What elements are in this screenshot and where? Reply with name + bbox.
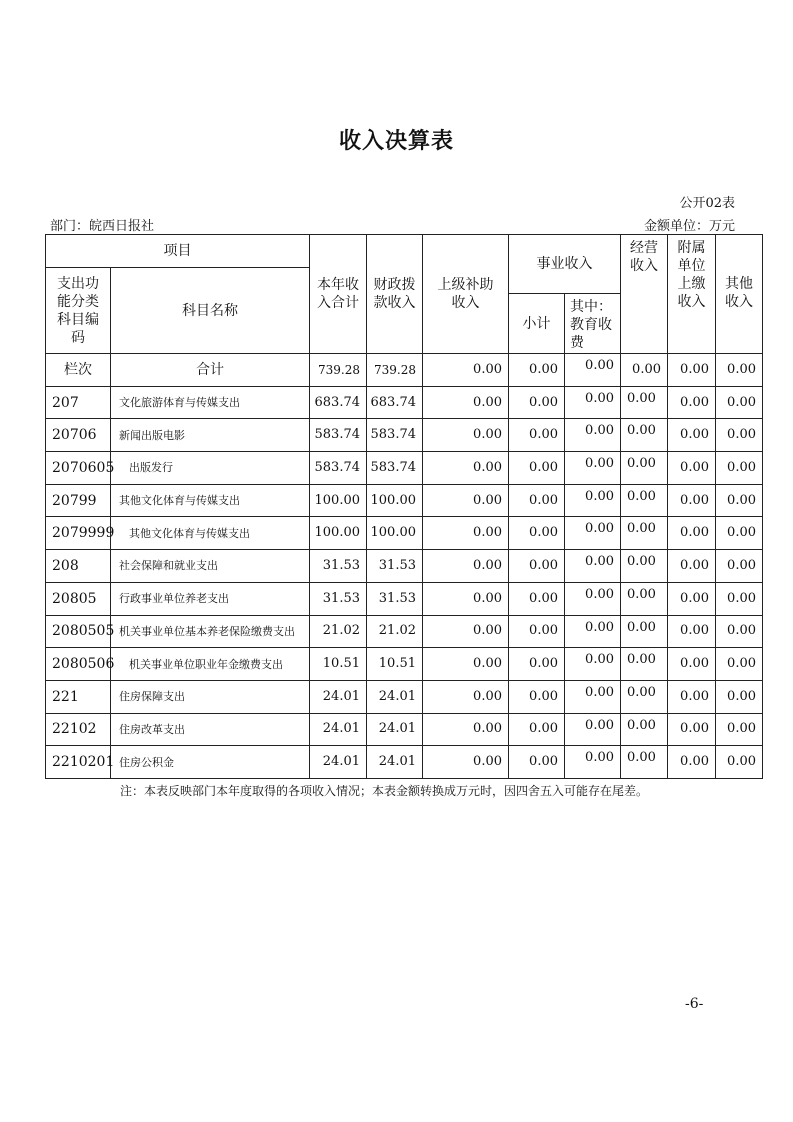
row-other: 0.00: [716, 713, 763, 746]
row-fiscal: 24.01: [367, 713, 423, 746]
summary-name: 合计: [111, 354, 310, 387]
row-education: 0.00: [565, 648, 621, 681]
row-superior: 0.00: [423, 550, 509, 583]
table-row: [46, 648, 763, 681]
row-subtotal: 0.00: [509, 648, 565, 681]
row-affiliated: 0.00: [668, 582, 716, 615]
row-operation: 0.00: [621, 517, 668, 550]
row-operation: 0.00: [621, 713, 668, 746]
row-education: 0.00: [565, 746, 621, 779]
row-other: 0.00: [716, 484, 763, 517]
row-name: 住房改革支出: [111, 713, 310, 746]
row-name: 住房公积金: [111, 746, 310, 779]
row-superior: 0.00: [423, 386, 509, 419]
table-row: [46, 484, 763, 517]
row-affiliated: 0.00: [668, 386, 716, 419]
row-other: 0.00: [716, 582, 763, 615]
summary-other: 0.00: [716, 354, 763, 387]
row-superior: 0.00: [423, 484, 509, 517]
row-name: 机关事业单位职业年金缴费支出: [111, 648, 310, 681]
summary-operation: 0.00: [621, 354, 668, 387]
row-affiliated: 0.00: [668, 680, 716, 713]
row-total: 10.51: [310, 648, 367, 681]
row-education: 0.00: [565, 550, 621, 583]
row-name: 其他文化体育与传媒支出: [111, 517, 310, 550]
row-other: 0.00: [716, 615, 763, 648]
row-education: 0.00: [565, 680, 621, 713]
row-subtotal: 0.00: [509, 419, 565, 452]
table-row: [46, 419, 763, 452]
row-total: 683.74: [310, 386, 367, 419]
table-row: [46, 680, 763, 713]
income-table: [45, 234, 763, 779]
row-operation: 0.00: [621, 419, 668, 452]
row-operation: 0.00: [621, 386, 668, 419]
row-operation: 0.00: [621, 452, 668, 485]
row-superior: 0.00: [423, 517, 509, 550]
row-name: 其他文化体育与传媒支出: [111, 484, 310, 517]
row-affiliated: 0.00: [668, 746, 716, 779]
row-total: 583.74: [310, 419, 367, 452]
row-other: 0.00: [716, 517, 763, 550]
row-total: 21.02: [310, 615, 367, 648]
row-subtotal: 0.00: [509, 615, 565, 648]
row-code: 20706: [46, 419, 111, 452]
row-affiliated: 0.00: [668, 550, 716, 583]
row-education: 0.00: [565, 615, 621, 648]
row-total: 24.01: [310, 713, 367, 746]
row-affiliated: 0.00: [668, 648, 716, 681]
header-func-code: 支出功能分类科目编码: [46, 268, 111, 354]
department-label: 部门：皖西日报社: [50, 219, 155, 234]
row-other: 0.00: [716, 452, 763, 485]
row-affiliated: 0.00: [668, 419, 716, 452]
row-total: 31.53: [310, 550, 367, 583]
row-affiliated: 0.00: [668, 484, 716, 517]
table-row: [46, 582, 763, 615]
table-row: [46, 517, 763, 550]
row-operation: 0.00: [621, 550, 668, 583]
row-subtotal: 0.00: [509, 713, 565, 746]
row-education: 0.00: [565, 419, 621, 452]
row-superior: 0.00: [423, 615, 509, 648]
row-education: 0.00: [565, 386, 621, 419]
row-affiliated: 0.00: [668, 615, 716, 648]
row-fiscal: 100.00: [367, 517, 423, 550]
header-subject-name: 科目名称: [111, 268, 310, 354]
row-operation: 0.00: [621, 680, 668, 713]
row-name: 住房保障支出: [111, 680, 310, 713]
row-subtotal: 0.00: [509, 452, 565, 485]
table-row: [46, 452, 763, 485]
row-fiscal: 31.53: [367, 550, 423, 583]
header-business: 事业收入: [509, 235, 621, 294]
row-other: 0.00: [716, 419, 763, 452]
row-operation: 0.00: [621, 615, 668, 648]
header-subtotal: 小计: [509, 294, 565, 354]
row-total: 24.01: [310, 680, 367, 713]
row-total: 31.53: [310, 582, 367, 615]
table-row: [46, 746, 763, 779]
row-total: 100.00: [310, 484, 367, 517]
row-subtotal: 0.00: [509, 484, 565, 517]
row-fiscal: 583.74: [367, 452, 423, 485]
row-name: 社会保障和就业支出: [111, 550, 310, 583]
row-fiscal: 24.01: [367, 746, 423, 779]
table-row: [46, 615, 763, 648]
row-superior: 0.00: [423, 452, 509, 485]
row-fiscal: 683.74: [367, 386, 423, 419]
header-total: 本年收入合计: [310, 235, 367, 354]
form-code: 公开02表: [679, 196, 735, 211]
row-name: 机关事业单位基本养老保险缴费支出: [111, 615, 310, 648]
header-superior: 上级补助收入: [423, 235, 509, 354]
row-subtotal: 0.00: [509, 582, 565, 615]
summary-affiliated: 0.00: [668, 354, 716, 387]
row-affiliated: 0.00: [668, 713, 716, 746]
row-fiscal: 583.74: [367, 419, 423, 452]
summary-education: 0.00: [565, 354, 621, 387]
header-affiliated: 附属单位上缴收入: [668, 235, 716, 354]
row-code: 20799: [46, 484, 111, 517]
row-other: 0.00: [716, 680, 763, 713]
row-education: 0.00: [565, 484, 621, 517]
row-total: 100.00: [310, 517, 367, 550]
row-education: 0.00: [565, 517, 621, 550]
row-superior: 0.00: [423, 680, 509, 713]
row-subtotal: 0.00: [509, 746, 565, 779]
row-fiscal: 31.53: [367, 582, 423, 615]
unit-label: 金额单位：万元: [643, 219, 735, 234]
row-subtotal: 0.00: [509, 386, 565, 419]
row-name: 行政事业单位养老支出: [111, 582, 310, 615]
footnote: 注：本表反映部门本年度取得的各项收入情况；本表金额转换成万元时，因四舍五入可能存在尾差。: [120, 784, 649, 798]
row-code: 2080505: [46, 615, 111, 648]
row-code: 2210201: [46, 746, 111, 779]
row-operation: 0.00: [621, 648, 668, 681]
row-other: 0.00: [716, 550, 763, 583]
row-code: 208: [46, 550, 111, 583]
row-name: 新闻出版电影: [111, 419, 310, 452]
header-project: 项目: [46, 235, 310, 268]
row-fiscal: 24.01: [367, 680, 423, 713]
row-superior: 0.00: [423, 713, 509, 746]
row-total: 583.74: [310, 452, 367, 485]
row-superior: 0.00: [423, 648, 509, 681]
row-code: 221: [46, 680, 111, 713]
row-subtotal: 0.00: [509, 550, 565, 583]
page-number: -6-: [685, 996, 704, 1012]
row-operation: 0.00: [621, 746, 668, 779]
row-operation: 0.00: [621, 484, 668, 517]
summary-col-label: 栏次: [46, 354, 111, 387]
summary-row: [46, 354, 763, 387]
header-education: 其中：教育收费: [565, 294, 621, 354]
header-fiscal: 财政拨款收入: [367, 235, 423, 354]
page-title: 收入决算表: [338, 129, 454, 154]
table-row: [46, 713, 763, 746]
summary-subtotal: 0.00: [509, 354, 565, 387]
table-row: [46, 550, 763, 583]
summary-superior: 0.00: [423, 354, 509, 387]
row-education: 0.00: [565, 713, 621, 746]
row-total: 24.01: [310, 746, 367, 779]
row-other: 0.00: [716, 746, 763, 779]
row-other: 0.00: [716, 386, 763, 419]
row-affiliated: 0.00: [668, 452, 716, 485]
row-affiliated: 0.00: [668, 517, 716, 550]
row-fiscal: 10.51: [367, 648, 423, 681]
row-other: 0.00: [716, 648, 763, 681]
row-education: 0.00: [565, 452, 621, 485]
row-superior: 0.00: [423, 582, 509, 615]
row-superior: 0.00: [423, 746, 509, 779]
summary-fiscal: 739.28: [367, 354, 423, 387]
row-name: 文化旅游体育与传媒支出: [111, 386, 310, 419]
row-code: 2070605: [46, 452, 111, 485]
row-subtotal: 0.00: [509, 517, 565, 550]
header-other: 其他收入: [716, 235, 763, 354]
row-code: 22102: [46, 713, 111, 746]
row-operation: 0.00: [621, 582, 668, 615]
row-subtotal: 0.00: [509, 680, 565, 713]
header-operation: 经营收入: [621, 235, 668, 354]
row-code: 207: [46, 386, 111, 419]
row-code: 2080506: [46, 648, 111, 681]
summary-total: 739.28: [310, 354, 367, 387]
table-row: [46, 386, 763, 419]
row-education: 0.00: [565, 582, 621, 615]
row-code: 2079999: [46, 517, 111, 550]
row-name: 出版发行: [111, 452, 310, 485]
row-fiscal: 21.02: [367, 615, 423, 648]
row-fiscal: 100.00: [367, 484, 423, 517]
row-code: 20805: [46, 582, 111, 615]
row-superior: 0.00: [423, 419, 509, 452]
